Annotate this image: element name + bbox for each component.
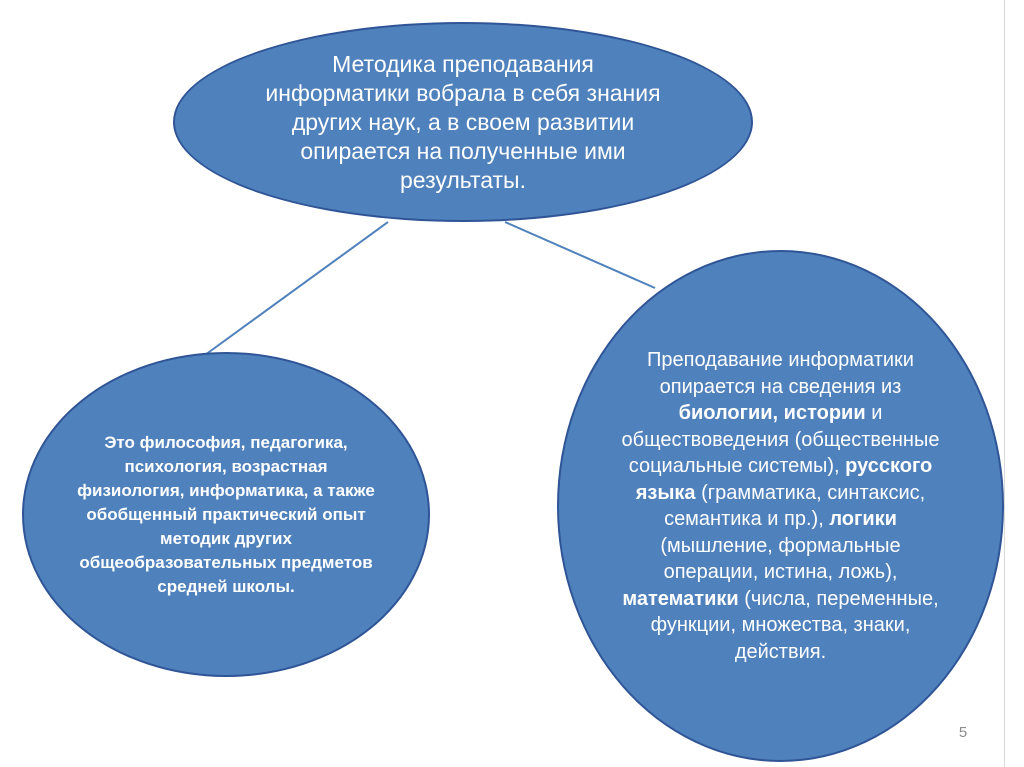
connector-top-to-left [205, 222, 388, 355]
top-node [173, 22, 753, 222]
right-node [557, 250, 1004, 762]
right-text-bold-3: логики [829, 508, 897, 530]
right-text-part-2: и обществоведения (общественные социальные системы), [621, 402, 940, 477]
top-node-text: Методика преподавания информатики вобрала в себя знания других наук, а в своем развитии опирается на полученные ими результаты. [265, 50, 661, 193]
right-text-part-5: (числа, переменные, функции, множества, знаки, действия. [650, 587, 939, 663]
right-text-part-4: (мышление, формальные операции, истина, ложь), [660, 534, 901, 583]
slide-number: 5 [958, 724, 968, 741]
right-node-text [616, 347, 946, 665]
right-text-bold-2: русского языка [635, 455, 933, 504]
right-text-bold-1: биологии, истории [678, 402, 866, 424]
left-node [22, 352, 430, 677]
left-node-text: Это философия, педагогика, психология, возрастная физиология, информатика, а также обобщенный практический опыт методик других общеобразовательных предметов средней школы. [77, 432, 375, 596]
right-text-part-3: (грамматика, синтаксис, семантика и пр.), [664, 481, 926, 530]
connector-top-to-right [505, 222, 655, 288]
right-text-bold-4: математики [622, 587, 739, 610]
right-text-part-1: Преподавание информатики опирается на сведения из [647, 349, 914, 398]
